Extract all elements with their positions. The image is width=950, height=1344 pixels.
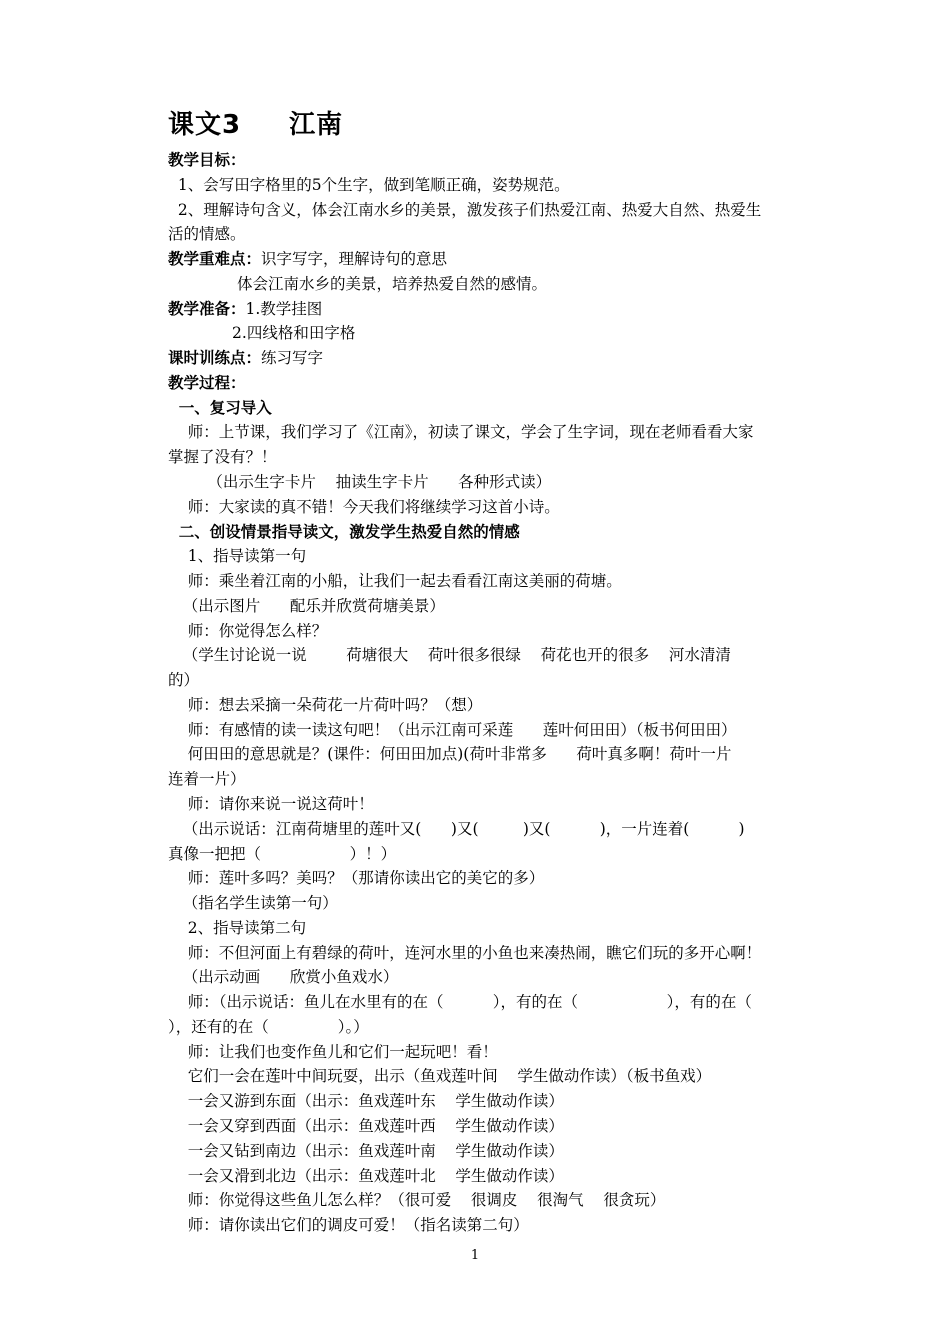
lesson-number: 课文3 bbox=[168, 110, 242, 140]
paragraph-text: 师：（出示说话：鱼儿在水里有的在（ ），有的在（ ），有的在（ bbox=[168, 993, 752, 1012]
text-line bbox=[168, 891, 338, 915]
paragraph-text: 一会又游到东面（出示：鱼戏莲叶东 学生做动作读） bbox=[168, 1092, 564, 1111]
paragraph-text: 师：你觉得怎么样？ bbox=[168, 621, 328, 640]
paragraph-text: （出示动画 欣赏小鱼戏水） bbox=[168, 968, 399, 987]
text-line bbox=[168, 495, 560, 519]
paragraph-text: 师：有感情的读一读这句吧！（出示江南可采莲 莲叶何田田）（板书何田田） bbox=[168, 720, 737, 739]
paragraph-text: 师：请你来说一说这荷叶！ bbox=[168, 795, 374, 814]
text-line bbox=[168, 594, 445, 618]
text-line bbox=[168, 544, 306, 568]
text-line bbox=[168, 619, 327, 643]
text-line bbox=[168, 742, 731, 766]
paragraph-text: （出示图片 配乐并欣赏荷塘美景） bbox=[168, 596, 445, 615]
paragraph-text: 2、指导读第二句 bbox=[168, 918, 307, 937]
text-line bbox=[168, 445, 277, 469]
text-line bbox=[168, 693, 482, 717]
text-line bbox=[168, 767, 246, 791]
text-line bbox=[168, 247, 447, 271]
paragraph-text: 1、指导读第一句 bbox=[168, 547, 307, 566]
text-line bbox=[168, 346, 323, 370]
text-line bbox=[168, 420, 753, 444]
field-label: 课时训练点： bbox=[168, 349, 262, 368]
paragraph-text: （出示生字卡片 抽读生字卡片 各种形式读） bbox=[168, 473, 552, 491]
text-line bbox=[168, 718, 737, 742]
text-line bbox=[168, 941, 761, 965]
section-heading: 二、创设情景指导读文，激发学生热爱自然的情感 bbox=[168, 522, 520, 541]
text-line bbox=[168, 866, 544, 890]
text-line bbox=[168, 1139, 564, 1163]
text-line bbox=[168, 297, 322, 321]
field-value: 1.教学挂图 bbox=[245, 299, 323, 318]
paragraph-text: 掌握了没有？！ bbox=[168, 448, 277, 467]
paragraph-text: 连着一片） bbox=[168, 770, 246, 789]
text-line bbox=[168, 1188, 665, 1212]
paragraph-text: 2、理解诗句含义，体会江南水乡的美景，激发孩子们热爱江南、热爱大自然、热爱生 bbox=[168, 200, 762, 219]
text-line bbox=[168, 817, 745, 841]
text-line bbox=[168, 148, 246, 172]
section-heading: 教学过程： bbox=[168, 373, 246, 392]
paragraph-text: 它们一会在莲叶中间玩耍，出示（鱼戏莲叶间 学生做动作读）（板书鱼戏） bbox=[168, 1067, 712, 1086]
text-line bbox=[168, 396, 272, 420]
text-line bbox=[168, 222, 246, 246]
paragraph-text: 2.四线格和田字格 bbox=[168, 324, 356, 343]
paragraph-text: 师：让我们也变作鱼儿和它们一起玩吧！看！ bbox=[168, 1042, 498, 1061]
lesson-title bbox=[168, 104, 343, 141]
text-line bbox=[168, 470, 551, 494]
paragraph-text: 一会又钻到南边（出示：鱼戏莲叶南 学生做动作读） bbox=[168, 1141, 564, 1160]
paragraph-text: 师：莲叶多吗？美吗？（那请你读出它的美它的多） bbox=[168, 869, 545, 888]
paragraph-text: ），还有的在（ ）。） bbox=[168, 1017, 369, 1036]
paragraph-text: （学生讨论说一说 荷塘很大 荷叶很多很绿 荷花也开的很多 河水清清 bbox=[168, 646, 731, 665]
paragraph-text: 体会江南水乡的美景，培养热爱自然的感情。 bbox=[168, 274, 547, 293]
text-line bbox=[168, 569, 622, 593]
field-value: 识字写字，理解诗句的意思 bbox=[261, 250, 448, 269]
page-number: 1 bbox=[470, 1248, 480, 1263]
lesson-name: 江南 bbox=[289, 110, 344, 140]
text-line bbox=[168, 198, 761, 222]
section-heading: 教学目标： bbox=[168, 151, 246, 169]
text-line bbox=[168, 520, 520, 544]
text-line bbox=[168, 1064, 711, 1088]
text-line bbox=[168, 643, 731, 667]
paragraph-text: 的） bbox=[168, 671, 200, 690]
section-heading: 一、复习导入 bbox=[168, 398, 272, 417]
paragraph-text: 师：上节课，我们学习了《江南》，初读了课文，学会了生字词，现在老师看看大家 bbox=[168, 423, 754, 442]
paragraph-text: 一会又滑到北边（出示：鱼戏莲叶北 学生做动作读） bbox=[168, 1166, 564, 1185]
paragraph-text: （指名学生读第一句） bbox=[168, 894, 338, 913]
field-label: 教学准备： bbox=[168, 299, 246, 318]
text-line bbox=[168, 965, 398, 989]
text-line bbox=[168, 1015, 369, 1039]
paragraph-text: 师：想去采摘一朵荷花一片荷叶吗？（想） bbox=[168, 695, 483, 714]
text-line bbox=[168, 668, 199, 692]
text-line bbox=[168, 1040, 498, 1064]
paragraph-text: 活的情感。 bbox=[168, 225, 246, 244]
paragraph-text: 一会又穿到西面（出示：鱼戏莲叶西 学生做动作读） bbox=[168, 1117, 564, 1136]
paragraph-text: 何田田的意思就是？(课件：何田田加点)(荷叶非常多 荷叶真多啊！荷叶一片 bbox=[168, 745, 732, 764]
paragraph-text: 师：请你读出它们的调皮可爱！（指名读第二句） bbox=[168, 1216, 529, 1235]
text-line bbox=[168, 1089, 564, 1113]
text-line bbox=[168, 1213, 529, 1237]
text-line bbox=[168, 371, 246, 395]
paragraph-text: 师：大家读的真不错！今天我们将继续学习这首小诗。 bbox=[168, 497, 560, 516]
paragraph-text: 师：乘坐着江南的小船，让我们一起去看看江南这美丽的荷塘。 bbox=[168, 572, 622, 591]
text-line bbox=[168, 272, 547, 296]
text-line bbox=[168, 1114, 564, 1138]
text-line bbox=[168, 792, 374, 816]
paragraph-text: 1、会写田字格里的5个生字，做到笔顺正确，姿势规范。 bbox=[168, 175, 570, 194]
text-line bbox=[168, 321, 355, 345]
paragraph-text: 师：你觉得这些鱼儿怎么样？（很可爱 很调皮 很淘气 很贪玩） bbox=[168, 1191, 666, 1210]
paragraph-text: 真像一把把（ ）！） bbox=[168, 844, 397, 863]
paragraph-text: （出示说话：江南荷塘里的莲叶又( )又( )又( )，一片连着( ) bbox=[168, 819, 745, 838]
text-line bbox=[168, 1164, 564, 1188]
paragraph-text: 师：不但河面上有碧绿的荷叶，连河水里的小鱼也来凑热闹，瞧它们玩的多开心啊！ bbox=[168, 943, 762, 962]
text-line bbox=[168, 842, 396, 866]
text-line bbox=[168, 990, 752, 1014]
field-label: 教学重难点： bbox=[168, 250, 262, 269]
field-value: 练习写字 bbox=[261, 349, 324, 368]
text-line bbox=[168, 916, 306, 940]
text-line bbox=[168, 173, 570, 197]
